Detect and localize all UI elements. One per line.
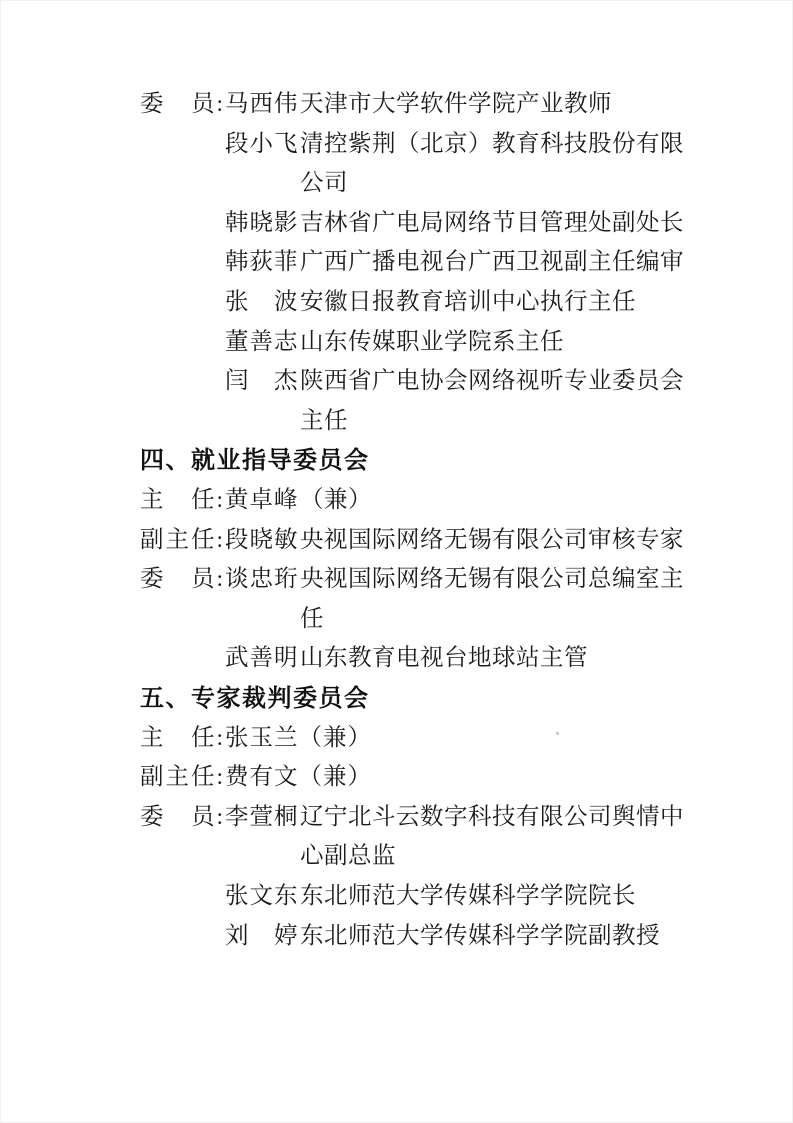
member-name: 马西伟 xyxy=(225,91,299,118)
role-label: 委 员: xyxy=(140,803,226,830)
committee-row xyxy=(140,481,720,521)
member-affiliation: 央视国际网络无锡有限公司审核专家 xyxy=(300,526,684,553)
member-affiliation: 山东教育电视台地球站主管 xyxy=(300,645,588,672)
member-name: 韩荻菲 xyxy=(225,249,299,276)
member-name: 韩晓影 xyxy=(225,209,299,236)
member-affiliation: （兼） xyxy=(300,486,372,513)
continuation-line xyxy=(140,164,720,204)
committee-row xyxy=(140,916,720,956)
committee-row xyxy=(140,362,720,402)
member-name: 李萱桐 xyxy=(225,803,299,830)
member-affiliation-continued: 主任 xyxy=(300,407,348,434)
committee-row xyxy=(140,639,720,679)
member-name: 张 波 xyxy=(225,289,299,316)
member-name: 段小飞 xyxy=(225,130,299,157)
member-affiliation: 辽宁北斗云数字科技有限公司舆情中 xyxy=(300,803,684,830)
member-affiliation: 山东传媒职业学院系主任 xyxy=(300,328,564,355)
role-label: 副主任: xyxy=(140,764,226,791)
role-label: 委 员: xyxy=(140,91,226,118)
continuation-line xyxy=(140,402,720,442)
member-name: 黄卓峰 xyxy=(225,486,299,513)
committee-row xyxy=(140,560,720,600)
member-name: 闫 杰 xyxy=(225,368,299,395)
member-affiliation: 东北师范大学传媒科学学院院长 xyxy=(300,882,636,909)
committee-row xyxy=(140,758,720,798)
member-name: 段晓敏 xyxy=(225,526,299,553)
committee-row xyxy=(140,798,720,838)
member-affiliation: 清控紫荆（北京）教育科技股份有限 xyxy=(300,130,684,157)
scan-artifact-dot xyxy=(556,732,559,735)
committee-row xyxy=(140,283,720,323)
member-affiliation: 陕西省广电协会网络视听专业委员会 xyxy=(300,368,684,395)
committee-row xyxy=(140,125,720,165)
committee-row xyxy=(140,204,720,244)
committee-list xyxy=(140,85,720,956)
member-name: 刘 婷 xyxy=(225,922,299,949)
continuation-line xyxy=(140,837,720,877)
committee-row xyxy=(140,85,720,125)
member-affiliation-continued: 任 xyxy=(300,605,324,632)
section-heading-expert-judging-committee: 五、专家裁判委员会 xyxy=(140,684,370,712)
role-label: 主 任: xyxy=(140,486,226,513)
member-name: 谈忠珩 xyxy=(225,566,299,593)
section-heading-employment-guidance-committee: 四、就业指导委员会 xyxy=(140,447,370,475)
member-affiliation: 吉林省广电局网络节目管理处副处长 xyxy=(300,209,684,236)
member-name: 张文东 xyxy=(225,882,299,909)
member-name: 董善志 xyxy=(225,328,299,355)
member-affiliation: 央视国际网络无锡有限公司总编室主 xyxy=(300,566,684,593)
committee-row xyxy=(140,521,720,561)
member-name: 张玉兰（兼） xyxy=(225,724,372,751)
member-name: 费有文（兼） xyxy=(225,764,372,791)
committee-row xyxy=(140,243,720,283)
continuation-line xyxy=(140,600,720,640)
role-label: 委 员: xyxy=(140,566,226,593)
member-affiliation: 天津市大学软件学院产业教师 xyxy=(300,91,612,118)
member-affiliation: 安徽日报教育培训中心执行主任 xyxy=(300,289,636,316)
role-label: 副主任: xyxy=(140,526,226,553)
committee-row xyxy=(140,877,720,917)
committee-row xyxy=(140,719,720,759)
committee-row xyxy=(140,323,720,363)
member-affiliation: 广西广播电视台广西卫视副主任编审 xyxy=(300,249,684,276)
member-affiliation: 东北师范大学传媒科学学院副教授 xyxy=(300,922,660,949)
member-name: 武善明 xyxy=(225,645,299,672)
role-label: 主 任: xyxy=(140,724,226,751)
member-affiliation-continued: 公司 xyxy=(300,170,348,197)
member-affiliation-continued: 心副总监 xyxy=(300,843,396,870)
